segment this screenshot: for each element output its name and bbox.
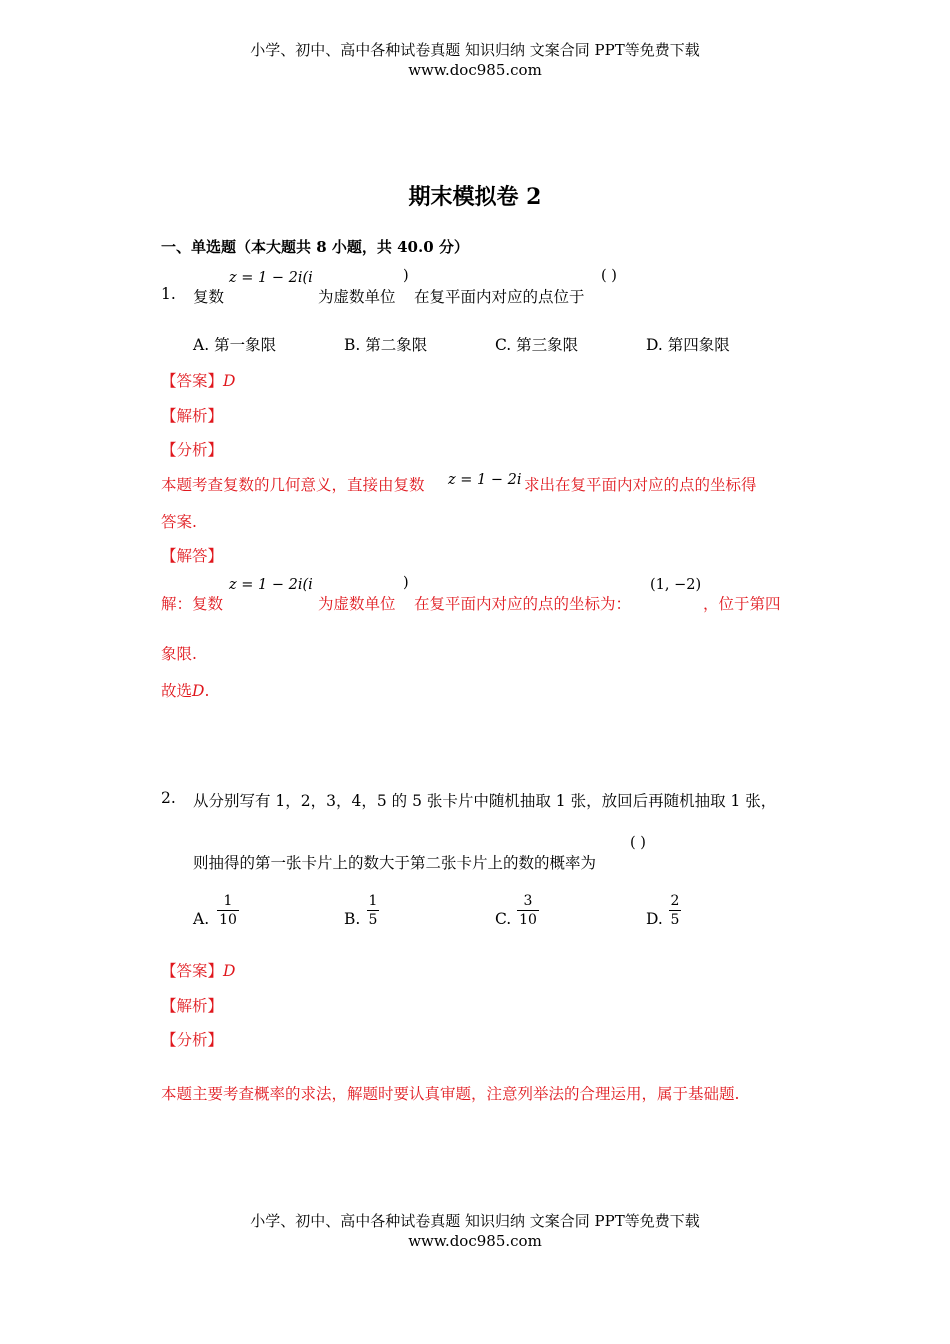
question-text-after: 在复平面内对应的点位于: [414, 288, 585, 306]
solution-text-3: ，位于第四: [703, 595, 781, 613]
solution-close-paren: ): [403, 575, 409, 591]
solution-text-2: 在复平面内对应的点的坐标为：: [414, 595, 632, 613]
option-label: C.: [495, 336, 512, 354]
section-heading: 一、单选题（本大题共 8 小题，共 40.0 分）: [161, 238, 469, 256]
option-a[interactable]: [193, 333, 276, 355]
option-label: B.: [344, 336, 361, 354]
conclusion-suffix: .: [204, 682, 210, 700]
option-label: A.: [193, 910, 210, 928]
option-label: C.: [495, 910, 512, 928]
analysis-text: 本题考查复数的几何意义，直接由复数: [161, 476, 425, 494]
analysis-text-2: 求出在复平面内对应的点的坐标得: [524, 476, 757, 494]
answer-blank: ( ): [601, 268, 617, 284]
solution-point: (1, −2): [650, 577, 702, 593]
formula-note: 为虚数单位: [318, 288, 396, 306]
option-text: 第三象限: [516, 336, 579, 354]
option-c[interactable]: [495, 333, 578, 355]
option-text: 第一象限: [214, 336, 277, 354]
footer-line-1: 小学、初中、高中各种试卷真题 知识归纳 文案合同 PPT等免费下载: [250, 1212, 700, 1230]
fraction-bar: [367, 910, 379, 911]
solution-formula: z = 1 − 2i(i: [229, 577, 313, 593]
fraction-numerator: 3: [523, 893, 533, 909]
fraction-numerator: 1: [368, 893, 378, 909]
conclusion: [161, 679, 209, 701]
solution-text: 解：复数: [161, 595, 224, 613]
fraction-denominator: 5: [368, 912, 378, 928]
question-text: 从分别写有 1，2，3，4，5 的 5 张卡片中随机抽取 1 张，放回后再随机抽取 1 张，: [193, 792, 777, 810]
analysis-text: 本题主要考查概率的求法，解题时要认真审题，注意列举法的合理运用，属于基础题.: [161, 1085, 740, 1103]
fraction-numerator: 2: [670, 893, 680, 909]
formula: z = 1 − 2i(i: [229, 270, 313, 286]
question-number: 1.: [161, 285, 176, 303]
option-text: 第四象限: [667, 336, 730, 354]
fenxi-label: 【分析】: [161, 441, 224, 459]
answer-label: 【答案】: [161, 372, 224, 390]
answer-value: D: [223, 962, 236, 980]
fraction-bar: [669, 910, 681, 911]
conclusion-prefix: 故选: [161, 682, 193, 700]
answer-line: [161, 369, 235, 391]
fraction-denominator: 10: [219, 912, 237, 928]
jiexi-label: 【解析】: [161, 997, 224, 1015]
jiexi-label: 【解析】: [161, 407, 224, 425]
option-label: D.: [646, 910, 663, 928]
answer-line: [161, 959, 235, 981]
fraction-numerator: 1: [223, 893, 233, 909]
solution-note: 为虚数单位: [318, 595, 396, 613]
question-text-2: 则抽得的第一张卡片上的数大于第二张卡片上的数的概率为: [193, 854, 597, 872]
answer-label: 【答案】: [161, 962, 224, 980]
question-number: 2.: [161, 789, 176, 807]
question-text: 复数: [193, 288, 225, 306]
header-line-1: 小学、初中、高中各种试卷真题 知识归纳 文案合同 PPT等免费下载: [250, 41, 700, 59]
solution-text-4: 象限.: [161, 645, 197, 663]
option-text: 第二象限: [365, 336, 428, 354]
answer-blank: ( ): [630, 835, 646, 851]
answer-value: D: [223, 372, 236, 390]
footer-url[interactable]: www.doc985.com: [408, 1232, 542, 1250]
option-b[interactable]: [344, 333, 427, 355]
fenxi-label: 【分析】: [161, 1031, 224, 1049]
jieda-label: 【解答】: [161, 547, 224, 565]
fraction-denominator: 5: [670, 912, 680, 928]
fraction: [669, 893, 681, 928]
fraction-bar: [217, 910, 239, 911]
option-label: B.: [344, 910, 361, 928]
fraction-bar: [517, 910, 539, 911]
fraction: [367, 893, 379, 928]
option-d[interactable]: [646, 333, 730, 355]
analysis-formula: z = 1 − 2i: [448, 472, 522, 488]
page-title: 期末模拟卷 2: [408, 184, 542, 210]
fraction: [217, 893, 239, 928]
formula-close-paren: ): [403, 268, 409, 284]
analysis-text-3: 答案.: [161, 513, 197, 531]
header-url[interactable]: www.doc985.com: [408, 61, 542, 79]
option-label: A.: [193, 336, 210, 354]
option-label: D.: [646, 336, 663, 354]
conclusion-value: D: [192, 682, 205, 700]
fraction: [517, 893, 539, 928]
fraction-denominator: 10: [519, 912, 537, 928]
